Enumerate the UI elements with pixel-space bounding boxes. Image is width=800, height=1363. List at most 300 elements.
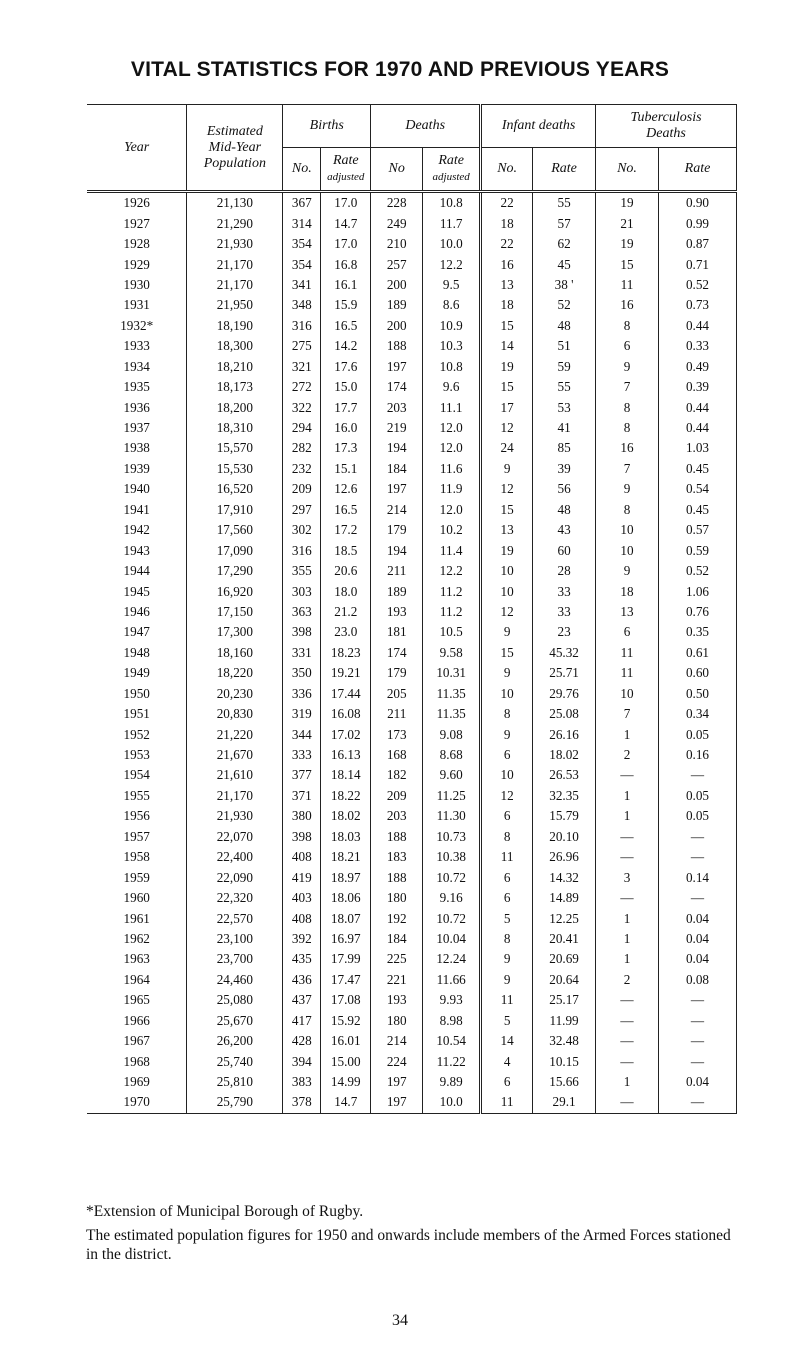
cell-tb-rate: 0.44: [658, 418, 736, 438]
cell-births-rate: 16.1: [321, 275, 371, 295]
cell-infant-rate: 55: [533, 377, 596, 397]
cell-population: 26,200: [187, 1031, 283, 1051]
table-row: [87, 561, 737, 581]
cell-births-no: 321: [283, 357, 321, 377]
cell-population: 16,920: [187, 581, 283, 601]
cell-tb-rate: 0.35: [658, 622, 736, 642]
table-row: [87, 786, 737, 806]
cell-deaths-rate: 10.2: [423, 520, 481, 540]
cell-population: 17,300: [187, 622, 283, 642]
table-row: [87, 459, 737, 479]
cell-births-no: 303: [283, 581, 321, 601]
cell-infant-rate: 60: [533, 540, 596, 560]
cell-deaths-rate: 11.6: [423, 459, 481, 479]
cell-population: 21,170: [187, 254, 283, 274]
cell-deaths-rate: 11.66: [423, 970, 481, 990]
header-births-no: No.: [283, 148, 321, 192]
cell-tb-rate: 0.49: [658, 357, 736, 377]
cell-tb-no: 1: [596, 724, 659, 744]
cell-population: 25,670: [187, 1011, 283, 1031]
table-row: [87, 745, 737, 765]
cell-deaths-no: 194: [371, 438, 423, 458]
cell-tb-rate: —: [658, 990, 736, 1010]
cell-deaths-rate: 10.54: [423, 1031, 481, 1051]
cell-infant-no: 24: [481, 438, 533, 458]
header-births: Births: [283, 105, 371, 148]
cell-population: 22,320: [187, 888, 283, 908]
cell-year: 1929: [123, 256, 150, 272]
cell-infant-no: 5: [481, 1011, 533, 1031]
cell-births-no: 428: [283, 1031, 321, 1051]
cell-infant-no: 10: [481, 684, 533, 704]
cell-deaths-rate: 9.58: [423, 643, 481, 663]
cell-infant-rate: 15.66: [533, 1072, 596, 1092]
cell-births-rate: 15.92: [321, 1011, 371, 1031]
table-row: [87, 316, 737, 336]
cell-deaths-no: 214: [371, 1031, 423, 1051]
cell-births-no: 297: [283, 500, 321, 520]
cell-infant-no: 22: [481, 192, 533, 214]
cell-infant-no: 8: [481, 704, 533, 724]
table-row: [87, 479, 737, 499]
cell-births-rate: 18.07: [321, 908, 371, 928]
cell-births-rate: 17.02: [321, 724, 371, 744]
cell-infant-no: 9: [481, 622, 533, 642]
cell-births-no: 383: [283, 1072, 321, 1092]
cell-births-rate: 23.0: [321, 622, 371, 642]
cell-population: 21,170: [187, 786, 283, 806]
cell-tb-rate: 0.05: [658, 806, 736, 826]
cell-population: 18,210: [187, 357, 283, 377]
cell-population: 22,570: [187, 908, 283, 928]
cell-year: 1956: [123, 808, 150, 824]
cell-infant-no: 15: [481, 643, 533, 663]
cell-deaths-rate: 11.4: [423, 540, 481, 560]
cell-deaths-rate: 11.1: [423, 397, 481, 417]
cell-year: 1934: [123, 358, 150, 374]
cell-infant-no: 9: [481, 663, 533, 683]
cell-births-rate: 17.7: [321, 397, 371, 417]
cell-tb-no: 9: [596, 561, 659, 581]
table-row: [87, 540, 737, 560]
cell-tb-no: 9: [596, 357, 659, 377]
cell-deaths-no: 174: [371, 377, 423, 397]
cell-tb-rate: 0.73: [658, 295, 736, 315]
cell-births-rate: 17.6: [321, 357, 371, 377]
cell-year: 1930: [123, 276, 150, 292]
cell-deaths-no: 257: [371, 254, 423, 274]
cell-deaths-rate: 11.2: [423, 581, 481, 601]
cell-infant-rate: 45.32: [533, 643, 596, 663]
table-row: [87, 192, 737, 214]
cell-births-no: 435: [283, 949, 321, 969]
cell-tb-no: 7: [596, 704, 659, 724]
cell-infant-rate: 53: [533, 397, 596, 417]
cell-deaths-rate: 11.25: [423, 786, 481, 806]
cell-tb-rate: 0.59: [658, 540, 736, 560]
header-tb-rate: Rate: [658, 148, 736, 192]
cell-deaths-rate: 11.35: [423, 684, 481, 704]
cell-births-rate: 17.08: [321, 990, 371, 1010]
cell-population: 15,570: [187, 438, 283, 458]
cell-tb-rate: —: [658, 888, 736, 908]
cell-population: 17,560: [187, 520, 283, 540]
cell-population: 18,200: [187, 397, 283, 417]
cell-infant-rate: 25.17: [533, 990, 596, 1010]
cell-year: 1969: [123, 1074, 150, 1090]
table-row: [87, 581, 737, 601]
cell-tb-rate: 0.33: [658, 336, 736, 356]
table-row: [87, 663, 737, 683]
cell-births-rate: 18.22: [321, 786, 371, 806]
cell-births-no: 392: [283, 929, 321, 949]
cell-tb-rate: 0.44: [658, 316, 736, 336]
cell-year: 1935: [123, 379, 150, 395]
cell-deaths-no: 197: [371, 479, 423, 499]
cell-tb-no: 8: [596, 500, 659, 520]
cell-tb-no: —: [596, 888, 659, 908]
cell-deaths-no: 228: [371, 192, 423, 214]
header-tb-no: No.: [596, 148, 659, 192]
cell-year: 1949: [123, 665, 150, 681]
cell-population: 23,700: [187, 949, 283, 969]
cell-infant-rate: 20.10: [533, 827, 596, 847]
cell-births-no: 282: [283, 438, 321, 458]
cell-tb-rate: 0.14: [658, 867, 736, 887]
cell-infant-rate: 26.96: [533, 847, 596, 867]
cell-infant-no: 9: [481, 459, 533, 479]
table-row: [87, 275, 737, 295]
table-row: [87, 888, 737, 908]
cell-tb-rate: 0.87: [658, 234, 736, 254]
cell-infant-rate: 51: [533, 336, 596, 356]
cell-infant-rate: 59: [533, 357, 596, 377]
cell-deaths-no: 179: [371, 663, 423, 683]
cell-tb-rate: 0.50: [658, 684, 736, 704]
cell-year: 1957: [123, 828, 150, 844]
cell-births-rate: 16.08: [321, 704, 371, 724]
cell-population: 17,290: [187, 561, 283, 581]
cell-births-no: 437: [283, 990, 321, 1010]
cell-population: 25,080: [187, 990, 283, 1010]
cell-births-rate: 16.13: [321, 745, 371, 765]
cell-tb-no: —: [596, 1011, 659, 1031]
cell-year: 1970: [87, 1092, 187, 1113]
cell-year: 1946: [123, 603, 150, 619]
cell-deaths-no: 225: [371, 949, 423, 969]
cell-population: 17,090: [187, 540, 283, 560]
cell-tb-no: 11: [596, 663, 659, 683]
cell-deaths-no: 188: [371, 867, 423, 887]
cell-births-rate: 15.9: [321, 295, 371, 315]
cell-tb-no: 6: [596, 622, 659, 642]
cell-infant-no: 13: [481, 275, 533, 295]
cell-deaths-no: 173: [371, 724, 423, 744]
table-row: [87, 520, 737, 540]
cell-infant-no: 4: [481, 1051, 533, 1071]
cell-deaths-rate: 9.89: [423, 1072, 481, 1092]
cell-tb-no: 8: [596, 397, 659, 417]
cell-deaths-rate: 10.38: [423, 847, 481, 867]
header-births-rate: Rate adjusted: [321, 148, 371, 192]
cell-deaths-rate: 9.5: [423, 275, 481, 295]
table-row: [87, 908, 737, 928]
cell-infant-rate: 20.64: [533, 970, 596, 990]
cell-year: 1958: [123, 849, 150, 865]
header-infant-rate: Rate: [533, 148, 596, 192]
cell-tb-no: 19: [596, 192, 659, 214]
cell-infant-rate: 32.35: [533, 786, 596, 806]
cell-year: 1944: [123, 563, 150, 579]
cell-infant-no: 10: [481, 561, 533, 581]
cell-infant-no: 22: [481, 234, 533, 254]
cell-deaths-rate: 10.04: [423, 929, 481, 949]
cell-infant-no: 18: [481, 213, 533, 233]
cell-infant-rate: 32.48: [533, 1031, 596, 1051]
cell-infant-rate: 39: [533, 459, 596, 479]
table-row: [87, 643, 737, 663]
cell-year: 1954: [123, 767, 150, 783]
cell-infant-no: 14: [481, 336, 533, 356]
cell-deaths-rate: 11.2: [423, 602, 481, 622]
cell-year: 1932*: [120, 317, 154, 333]
cell-infant-rate: 25.71: [533, 663, 596, 683]
footnote-population: The estimated population figures for 1950 and onwards include members of the Armed Forces stationed in the district.: [86, 1227, 731, 1263]
header-year: Year: [87, 105, 187, 192]
header-infant-no: No.: [481, 148, 533, 192]
cell-births-no: 371: [283, 786, 321, 806]
cell-tb-rate: 0.44: [658, 397, 736, 417]
cell-tb-rate: 0.76: [658, 602, 736, 622]
cell-births-rate: 15.0: [321, 377, 371, 397]
table-row: [87, 867, 737, 887]
cell-infant-no: 12: [481, 602, 533, 622]
cell-infant-no: 6: [481, 1072, 533, 1092]
cell-deaths-no: 181: [371, 622, 423, 642]
table-row: [87, 704, 737, 724]
cell-year: 1963: [123, 951, 150, 967]
table-row: [87, 684, 737, 704]
cell-year: 1948: [123, 644, 150, 660]
cell-deaths-no: 174: [371, 643, 423, 663]
cell-infant-rate: 85: [533, 438, 596, 458]
cell-infant-no: 11: [481, 847, 533, 867]
cell-tb-rate: 0.05: [658, 724, 736, 744]
cell-tb-rate: 0.45: [658, 459, 736, 479]
cell-deaths-no: 203: [371, 397, 423, 417]
cell-infant-rate: 14.89: [533, 888, 596, 908]
cell-infant-rate: 25.08: [533, 704, 596, 724]
cell-births-no: 398: [283, 827, 321, 847]
cell-infant-rate: 41: [533, 418, 596, 438]
cell-tb-rate: 0.08: [658, 970, 736, 990]
cell-tb-no: 11: [596, 643, 659, 663]
cell-tb-no: 8: [596, 316, 659, 336]
table-row: [87, 990, 737, 1010]
cell-deaths-rate: 11.7: [423, 213, 481, 233]
cell-births-no: 316: [283, 540, 321, 560]
cell-deaths-no: 184: [371, 459, 423, 479]
cell-year: 1943: [123, 542, 150, 558]
cell-infant-no: 19: [481, 540, 533, 560]
cell-tb-no: 1: [596, 1072, 659, 1092]
cell-deaths-no: 188: [371, 336, 423, 356]
cell-infant-no: 5: [481, 908, 533, 928]
cell-tb-rate: 0.61: [658, 643, 736, 663]
cell-deaths-rate: 12.2: [423, 254, 481, 274]
cell-births-no: 350: [283, 663, 321, 683]
cell-births-no: 348: [283, 295, 321, 315]
cell-births-rate: 17.47: [321, 970, 371, 990]
cell-deaths-no: 194: [371, 540, 423, 560]
cell-year: 1951: [123, 706, 150, 722]
cell-year: 1941: [123, 501, 150, 517]
cell-deaths-rate: 11.35: [423, 704, 481, 724]
cell-infant-no: 9: [481, 724, 533, 744]
cell-births-rate: 14.7: [321, 213, 371, 233]
cell-infant-no: 12: [481, 479, 533, 499]
cell-tb-rate: 0.04: [658, 1072, 736, 1092]
cell-infant-rate: 29.76: [533, 684, 596, 704]
cell-deaths-no: 197: [371, 357, 423, 377]
cell-year: 1952: [123, 726, 150, 742]
cell-deaths-rate: 9.6: [423, 377, 481, 397]
cell-deaths-no: 189: [371, 295, 423, 315]
cell-tb-rate: —: [658, 1051, 736, 1071]
cell-infant-rate: 12.25: [533, 908, 596, 928]
cell-births-no: 419: [283, 867, 321, 887]
cell-infant-no: 8: [481, 929, 533, 949]
header-deaths-rate: Rate adjusted: [423, 148, 481, 192]
cell-year: 1964: [123, 971, 150, 987]
cell-births-no: 302: [283, 520, 321, 540]
cell-deaths-rate: 12.0: [423, 438, 481, 458]
cell-tb-rate: 0.04: [658, 949, 736, 969]
cell-population: 18,190: [187, 316, 283, 336]
cell-deaths-rate: 9.08: [423, 724, 481, 744]
cell-deaths-no: 180: [371, 1011, 423, 1031]
cell-tb-rate: 0.52: [658, 275, 736, 295]
header-deaths-no: No: [371, 148, 423, 192]
cell-births-rate: 18.03: [321, 827, 371, 847]
cell-infant-rate: 48: [533, 500, 596, 520]
cell-births-no: 209: [283, 479, 321, 499]
cell-deaths-rate: 9.60: [423, 765, 481, 785]
cell-population: 18,160: [187, 643, 283, 663]
table-row: [87, 929, 737, 949]
cell-births-rate: 19.21: [321, 663, 371, 683]
cell-infant-rate: 26.16: [533, 724, 596, 744]
cell-tb-no: 10: [596, 540, 659, 560]
cell-tb-no: 8: [596, 418, 659, 438]
cell-tb-no: —: [596, 765, 659, 785]
cell-deaths-rate: 12.0: [423, 500, 481, 520]
cell-births-rate: 12.6: [321, 479, 371, 499]
cell-infant-rate: 10.15: [533, 1051, 596, 1071]
cell-infant-no: 16: [481, 254, 533, 274]
cell-births-no: 275: [283, 336, 321, 356]
cell-births-no: 354: [283, 234, 321, 254]
cell-population: 23,100: [187, 929, 283, 949]
cell-infant-rate: 43: [533, 520, 596, 540]
cell-infant-rate: 23: [533, 622, 596, 642]
cell-deaths-rate: 11.30: [423, 806, 481, 826]
cell-year: 1938: [123, 440, 150, 456]
cell-tb-no: 11: [596, 275, 659, 295]
cell-births-no: 398: [283, 622, 321, 642]
cell-year: 1947: [123, 624, 150, 640]
cell-deaths-no: 197: [371, 1072, 423, 1092]
cell-deaths-rate: 10.8: [423, 357, 481, 377]
cell-deaths-no: 189: [371, 581, 423, 601]
cell-tb-rate: 0.16: [658, 745, 736, 765]
cell-births-no: 316: [283, 316, 321, 336]
cell-population: 16,520: [187, 479, 283, 499]
cell-deaths-no: 180: [371, 888, 423, 908]
cell-year: 1937: [123, 420, 150, 436]
cell-tb-no: 16: [596, 295, 659, 315]
cell-tb-no: 6: [596, 336, 659, 356]
header-deaths: Deaths: [371, 105, 481, 148]
cell-deaths-no: 209: [371, 786, 423, 806]
cell-year: 1939: [123, 460, 150, 476]
cell-births-no: 394: [283, 1051, 321, 1071]
cell-year: 1967: [123, 1033, 150, 1049]
cell-infant-no: 11: [481, 1092, 533, 1113]
cell-infant-no: 6: [481, 806, 533, 826]
cell-births-rate: 17.0: [321, 234, 371, 254]
cell-deaths-no: 214: [371, 500, 423, 520]
cell-deaths-rate: 8.6: [423, 295, 481, 315]
cell-tb-no: 10: [596, 684, 659, 704]
cell-year: 1942: [123, 522, 150, 538]
table-row: [87, 724, 737, 744]
cell-deaths-no: 197: [371, 1092, 423, 1113]
cell-infant-no: 8: [481, 827, 533, 847]
cell-tb-rate: —: [658, 847, 736, 867]
cell-tb-rate: 0.60: [658, 663, 736, 683]
cell-deaths-rate: 12.0: [423, 418, 481, 438]
cell-year: 1933: [123, 338, 150, 354]
cell-population: 15,530: [187, 459, 283, 479]
vital-statistics-table: [87, 104, 737, 1114]
cell-deaths-no: 188: [371, 827, 423, 847]
cell-tb-no: 9: [596, 479, 659, 499]
table-row: [87, 602, 737, 622]
cell-infant-no: 10: [481, 581, 533, 601]
cell-tb-rate: 0.39: [658, 377, 736, 397]
cell-tb-no: 1: [596, 908, 659, 928]
cell-tb-rate: 1.03: [658, 438, 736, 458]
cell-tb-rate: 0.52: [658, 561, 736, 581]
table-row: [87, 970, 737, 990]
cell-tb-no: 10: [596, 520, 659, 540]
cell-births-no: 417: [283, 1011, 321, 1031]
cell-births-no: 314: [283, 213, 321, 233]
table-row: [87, 1092, 737, 1113]
table-row: [87, 949, 737, 969]
cell-infant-rate: 33: [533, 581, 596, 601]
cell-births-rate: 21.2: [321, 602, 371, 622]
table-row: [87, 1011, 737, 1031]
cell-infant-rate: 55: [533, 192, 596, 214]
cell-year: 1965: [123, 992, 150, 1008]
cell-tb-rate: —: [658, 1031, 736, 1051]
cell-tb-no: 3: [596, 867, 659, 887]
table-row: [87, 1072, 737, 1092]
cell-tb-rate: 0.99: [658, 213, 736, 233]
cell-births-rate: 18.5: [321, 540, 371, 560]
